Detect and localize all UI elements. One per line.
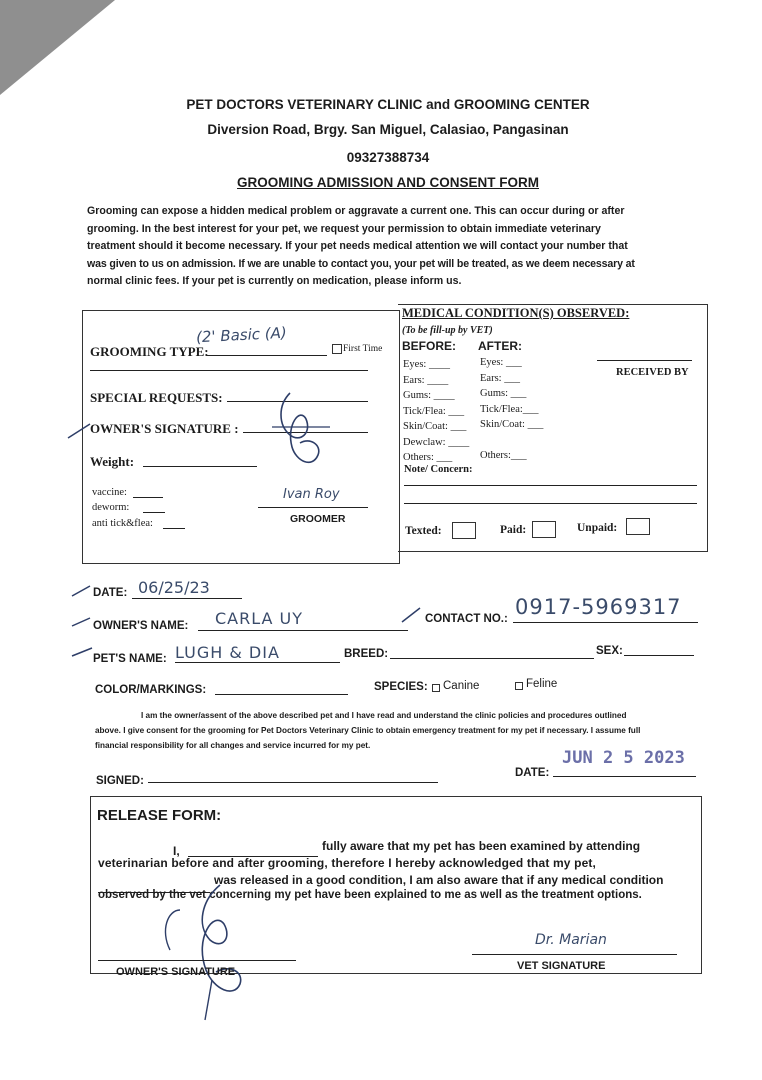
- consent-line: financial responsibility for all changes and service incurred for my pet.: [95, 741, 371, 750]
- intro-line: normal clinic fees. If your pet is currently on medication, please inform us.: [87, 275, 462, 287]
- weight-label: Weight:: [90, 454, 135, 469]
- release-owner-signature-scribble: [150, 880, 260, 1035]
- texted-checkbox[interactable]: [452, 522, 476, 539]
- form-title: GROOMING ADMISSION AND CONSENT FORM: [237, 175, 539, 190]
- owner-signature-line-release: [98, 960, 296, 961]
- release-line1a: I,: [173, 844, 180, 858]
- date-label: DATE:: [93, 587, 128, 599]
- release-line4: observed by the vet concerning my pet have been explained to me as well as the treatment options.: [98, 889, 642, 901]
- consent-paragraph: [95, 708, 705, 753]
- vaccine-label: vaccine:: [92, 487, 127, 498]
- release-title: RELEASE FORM:: [97, 807, 222, 824]
- date-value[interactable]: 06/25/23: [138, 578, 210, 597]
- canine-checkbox[interactable]: [432, 684, 440, 692]
- after-item: Eyes: ___: [480, 357, 522, 368]
- after-item: Gums: ___: [480, 388, 527, 399]
- before-item: Tick/Flea: ___: [403, 405, 465, 417]
- after-list: [480, 355, 543, 464]
- weight-line: [143, 466, 257, 467]
- received-by-label: RECEIVED BY: [616, 367, 689, 378]
- contact-line: [513, 622, 698, 623]
- before-item: Eyes: ____: [403, 359, 450, 370]
- signed-label: SIGNED:: [96, 775, 144, 787]
- paid-label: Paid:: [500, 524, 527, 536]
- received-by-line: [597, 360, 692, 361]
- after-item: Others:___: [480, 450, 527, 461]
- before-item: Dewclaw: ____: [403, 436, 470, 448]
- release-line2: veterinarian before and after grooming, therefore I hereby acknowledged that my pet,: [98, 856, 597, 870]
- after-item: Tick/Flea:___: [480, 403, 539, 415]
- unpaid-label: Unpaid:: [577, 522, 618, 534]
- date-stamp: JUN 2 5 2023: [562, 748, 685, 768]
- antitick-label: anti tick&flea:: [92, 518, 153, 529]
- before-list: [403, 357, 469, 466]
- contact-label: CONTACT NO.:: [425, 613, 508, 625]
- feline-label: Feline: [526, 678, 558, 690]
- groomer-label: GROOMER: [290, 513, 346, 525]
- texted-label: Texted:: [405, 525, 442, 537]
- paid-checkbox[interactable]: [532, 521, 556, 538]
- contact-value[interactable]: 0917-5969317: [515, 595, 682, 619]
- scan-corner-shadow: [0, 0, 115, 95]
- color-markings-line: [215, 694, 348, 695]
- intro-line: Grooming can expose a hidden medical problem or aggravate a current one. This can occur during or after: [87, 205, 625, 217]
- before-item: Others: ___: [403, 452, 453, 463]
- vet-signature-line: [472, 954, 677, 955]
- breed-label: BREED:: [344, 648, 389, 660]
- note-line-2: [404, 503, 697, 504]
- vet-signature-label: VET SIGNATURE: [517, 960, 606, 972]
- check-tick-mark: [66, 420, 92, 445]
- consent-date-label: DATE:: [515, 767, 550, 779]
- medical-subtitle: (To be fill-up by VET): [402, 325, 493, 336]
- intro-line: was given to us on admission. If we are unable to contact you, your pet will be treated, as we deem necessary at: [87, 257, 635, 270]
- clinic-phone: 09327388734: [346, 150, 430, 165]
- consent-line: I am the owner/assent of the above described pet and I have read and understand the clinic policies and procedures outlined: [141, 711, 627, 720]
- note-line-1: [404, 485, 697, 486]
- vet-signature-value[interactable]: Dr. Marian: [535, 932, 607, 948]
- pet-name-value[interactable]: LUGH & DIA: [175, 643, 280, 662]
- after-label: AFTER:: [478, 339, 522, 353]
- first-time-label: First Time: [343, 344, 383, 354]
- feline-checkbox[interactable]: [515, 682, 523, 690]
- owner-name-value[interactable]: CARLA UY: [215, 609, 304, 628]
- before-item: Ears: ____: [403, 374, 449, 386]
- species-label: SPECIES:: [374, 681, 428, 693]
- before-label: BEFORE:: [402, 339, 456, 353]
- before-item: Gums: ____: [403, 390, 455, 401]
- grooming-type-value[interactable]: (2' Basic (A): [195, 323, 288, 347]
- clinic-name: PET DOCTORS VETERINARY CLINIC and GROOMING CENTER: [186, 97, 590, 112]
- groomer-line: [258, 507, 368, 508]
- owner-signature-scribble: [260, 385, 340, 480]
- tick-marks: [70, 578, 440, 663]
- note-label: Note/ Concern:: [404, 464, 473, 475]
- groomer-value[interactable]: Ivan Roy: [283, 487, 340, 502]
- after-item: Ears: ___: [480, 372, 520, 384]
- grooming-type-line: [207, 355, 327, 356]
- owner-name-label: OWNER'S NAME:: [93, 620, 189, 632]
- special-requests-label: SPECIAL REQUESTS:: [90, 390, 223, 405]
- vaccine-line: [133, 497, 163, 498]
- unpaid-checkbox[interactable]: [626, 518, 650, 535]
- first-time-checkbox[interactable]: [332, 344, 342, 354]
- intro-paragraph: [87, 203, 694, 291]
- grooming-type-label: GROOMING TYPE:: [90, 344, 209, 359]
- grooming-type-line-2: [90, 370, 368, 371]
- canine-label: Canine: [443, 680, 480, 692]
- intro-line: treatment should it become necessary. If your pet needs medical attention we will contact your number that: [87, 240, 628, 252]
- after-item: Skin/Coat: ___: [480, 419, 544, 430]
- release-line3: was released in a good condition, I am also aware that if any medical condition: [214, 873, 664, 887]
- intro-line: grooming. In the best interest for your pet, we request your permission to obtain immediate veterinary: [87, 222, 601, 235]
- before-item: Skin/Coat: ___: [403, 421, 467, 432]
- signed-line: [148, 782, 438, 783]
- color-markings-label: COLOR/MARKINGS:: [95, 684, 207, 696]
- deworm-line: [143, 512, 165, 513]
- medical-title: MEDICAL CONDITION(S) OBSERVED:: [402, 306, 630, 320]
- release-owner-signature-label: OWNER'S SIGNATURE: [116, 966, 236, 978]
- sex-label: SEX:: [596, 645, 623, 657]
- owner-signature-label: OWNER'S SIGNATURE :: [90, 421, 239, 436]
- pet-name-label: PET'S NAME:: [93, 653, 167, 665]
- consent-date-line: [553, 776, 696, 777]
- sex-line: [624, 655, 694, 656]
- clinic-address: Diversion Road, Brgy. San Miguel, Calasiao, Pangasinan: [207, 122, 569, 137]
- release-line1b: fully aware that my pet has been examined by attending: [322, 839, 641, 853]
- antitick-line: [163, 528, 185, 529]
- consent-line: above. I give consent for the grooming for Pet Doctors Veterinary Clinic to obtain emergency treatment for my pet if necessary. I assume full: [95, 726, 641, 735]
- deworm-label: deworm:: [92, 502, 130, 513]
